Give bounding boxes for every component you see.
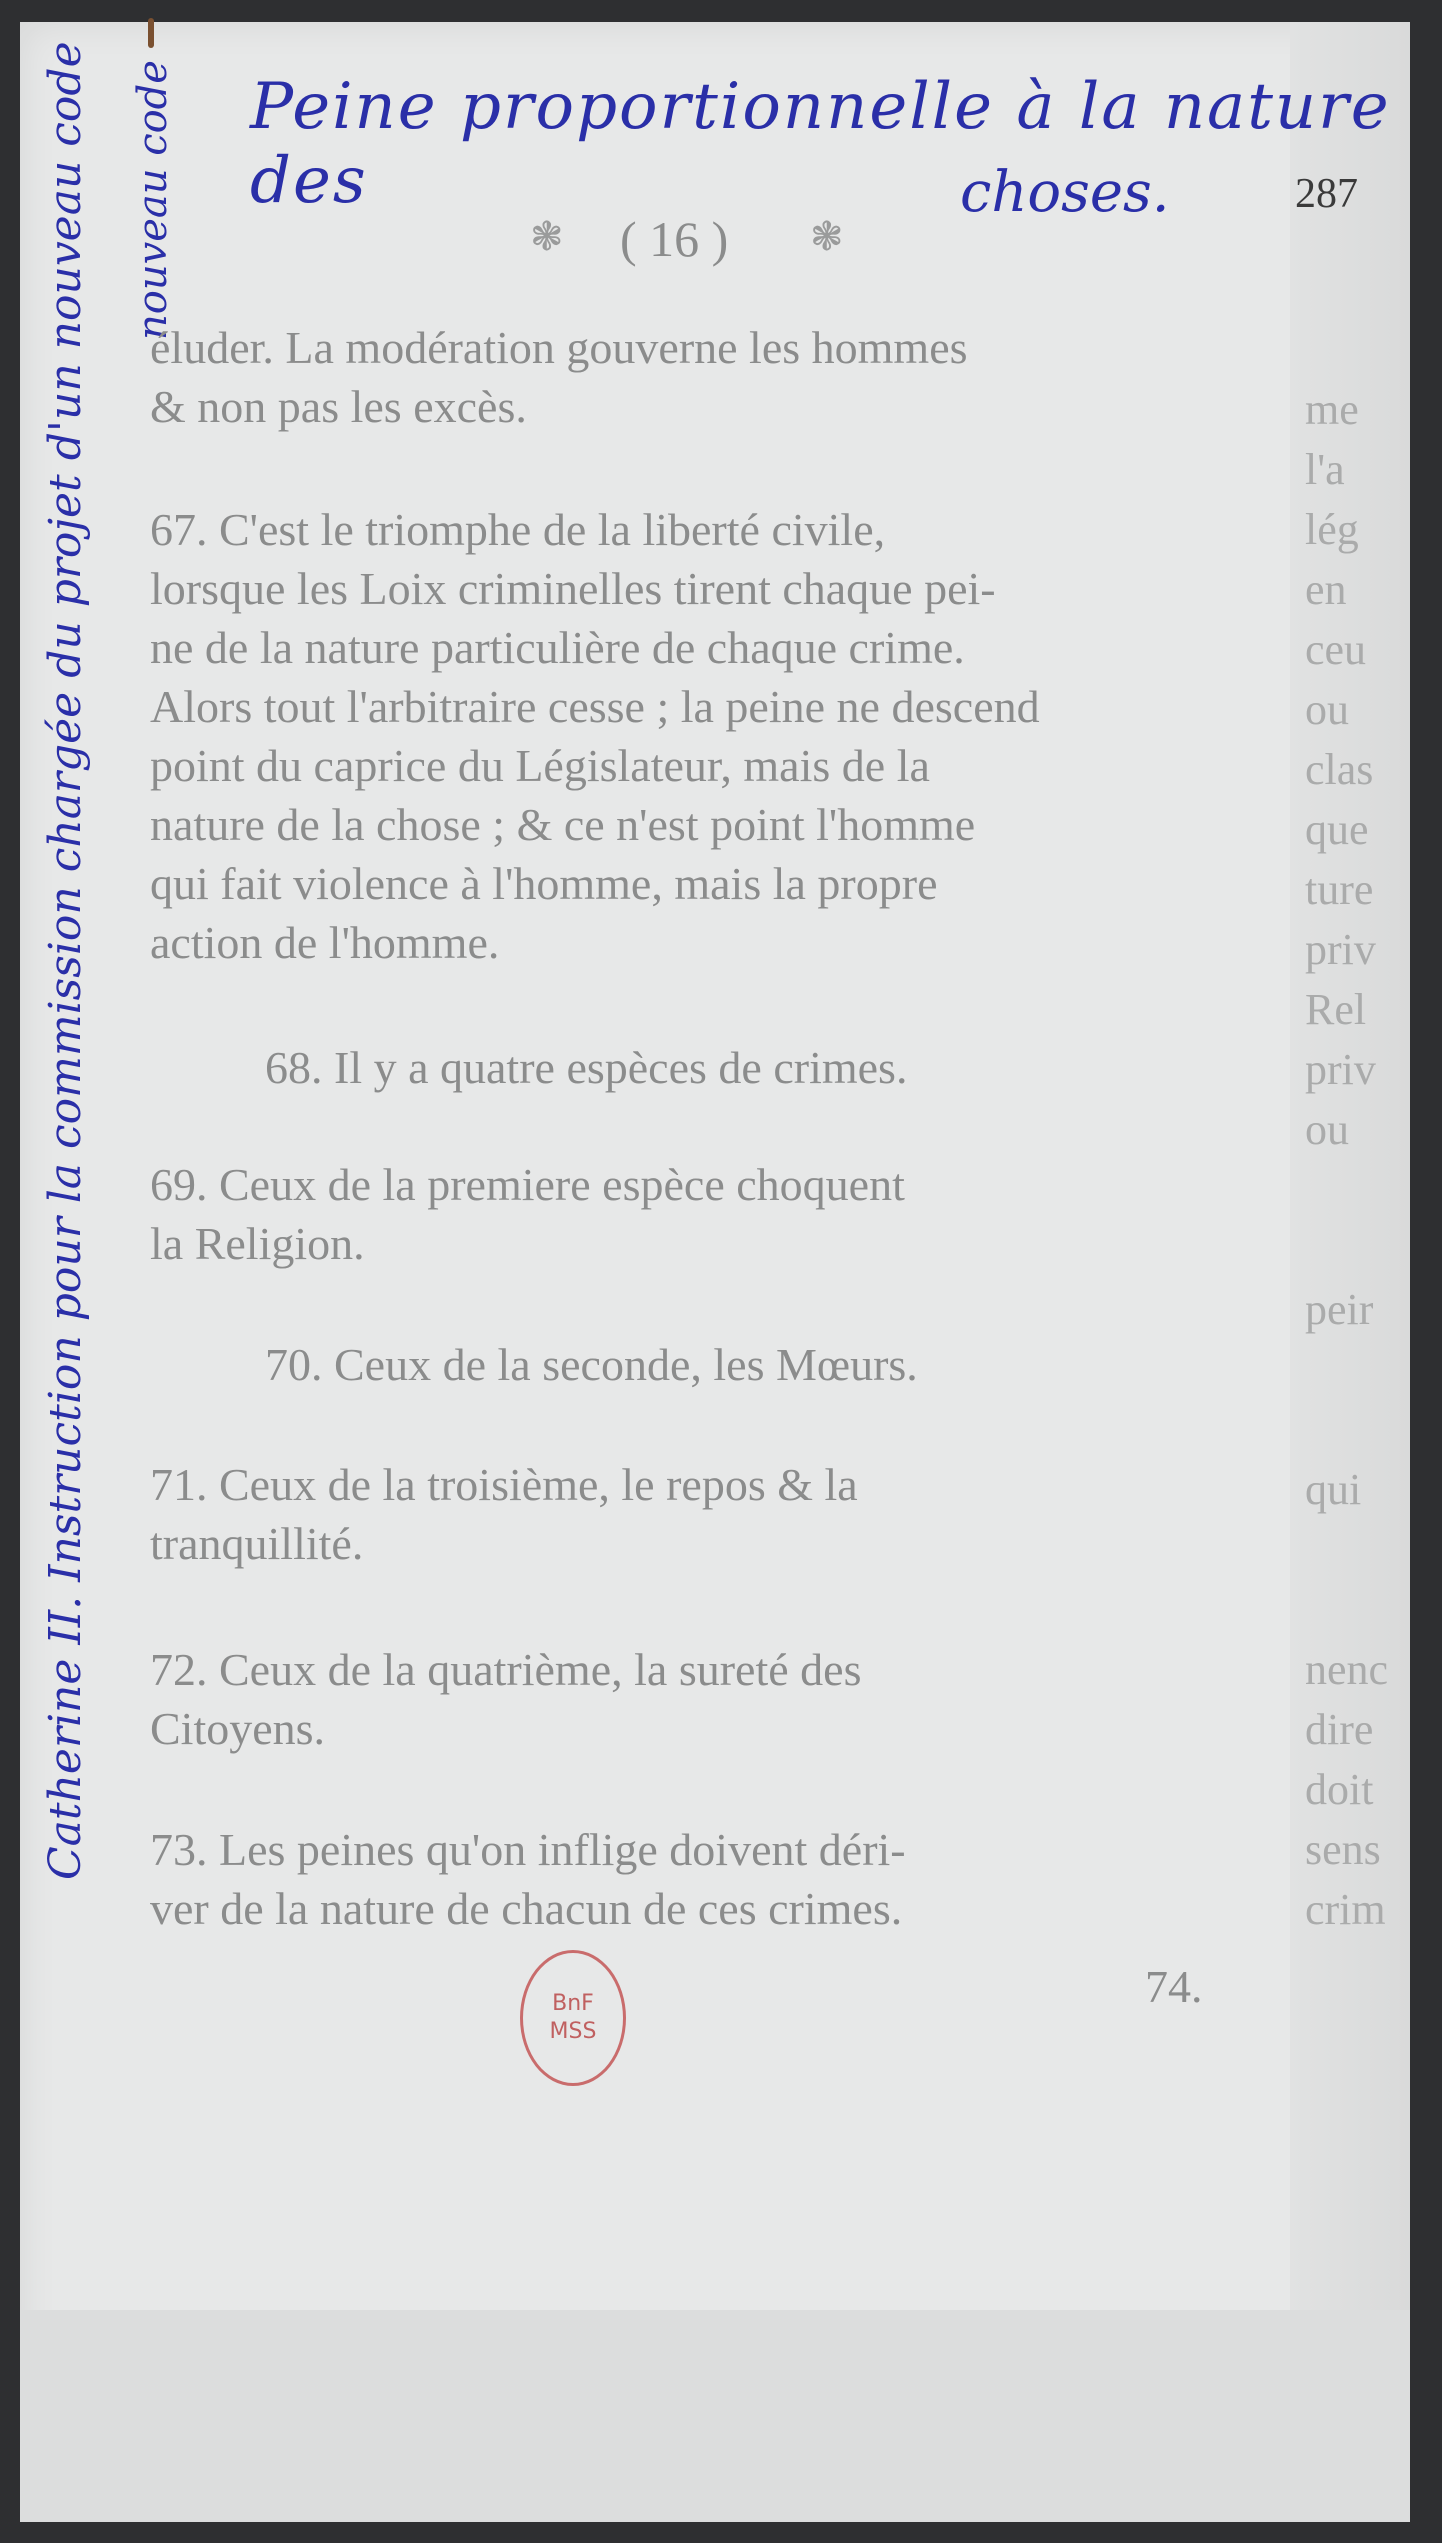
bleed-fragment: en [1305,565,1347,614]
ornament-left-icon: ❃ [530,214,564,260]
bleed-fragment: dire [1305,1705,1374,1754]
bleed-fragment: ou [1305,1105,1349,1154]
handwritten-margin-note-2: nouveau code [130,60,176,340]
paragraph-69: 69. Ceux de la premiere espèce choquent la Religion. [150,1159,905,1269]
paragraph-67: 67. C'est le triomphe de la liberté civile, lorsque les Loix criminelles tirent chaque pei- ne de la nature particulière de chaque crime. Alors tout l'arbitraire cesse ; la peine ne descend point du caprice du Législateur, mais de la nature de la chose ; & ce n'est point l'homme qui fait violence à l'homme, mais la propre action de l'homme. [150,504,1040,968]
folio-heading: ( 16 ) [620,211,729,267]
bleed-fragment: crim [1305,1885,1386,1934]
library-stamp [520,1950,626,2086]
bleed-fragment: clas [1305,745,1374,794]
stamp-line-1: BnF [552,1991,594,2016]
bleed-fragment: qui [1305,1465,1362,1514]
bleed-fragment: doit [1305,1765,1374,1814]
paragraph-70: 70. Ceux de la seconde, les Mœurs. [265,1339,918,1390]
paragraph-73: 73. Les peines qu'on inflige doivent déri- ver de la nature de chacun de ces crimes. [150,1824,906,1934]
bleed-fragment: me [1305,385,1359,434]
paragraph-68: 68. Il y a quatre espèces de crimes. [265,1042,908,1093]
bleed-fragment: sens [1305,1825,1381,1874]
stamp-line-2: MSS [549,2019,597,2044]
bleed-fragment: lég [1305,505,1359,554]
bleed-fragment: nenc [1305,1645,1389,1694]
paragraph-71: 71. Ceux de la troisième, le repos & la tranquillité. [150,1459,858,1569]
bleed-fragment: ceu [1305,625,1367,674]
bleed-fragment: ou [1305,685,1349,734]
handwritten-note-top: Peine proportionnelle à la nature des [250,70,1391,218]
handwritten-margin-note: Catherine II. Instruction pour la commission chargée du projet d'un nouveau code [40,41,91,1880]
bottom-blank-strip [20,2310,1410,2522]
handwritten-note-top-continued: choses. [960,160,1170,225]
bleed-fragment: ture [1305,865,1374,914]
ornament-right-icon: ❃ [810,214,844,260]
catch-word: 74. [1145,1961,1203,2012]
facing-page-edge [1290,22,1410,2312]
bleed-fragment: priv [1305,1045,1376,1094]
bleed-fragment: que [1305,805,1369,854]
page-number: 287 [1295,171,1358,217]
bleed-fragment: priv [1305,925,1376,974]
paragraph-72: 72. Ceux de la quatrième, la sureté des Citoyens. [150,1644,862,1754]
pin-mark [148,18,154,48]
bleed-fragment: l'a [1305,445,1345,494]
bleed-fragment: peir [1305,1285,1374,1334]
paragraph-continuation: éluder. La modération gouverne les hommes & non pas les excès. [150,322,968,432]
bleed-fragment: Rel [1305,985,1367,1034]
